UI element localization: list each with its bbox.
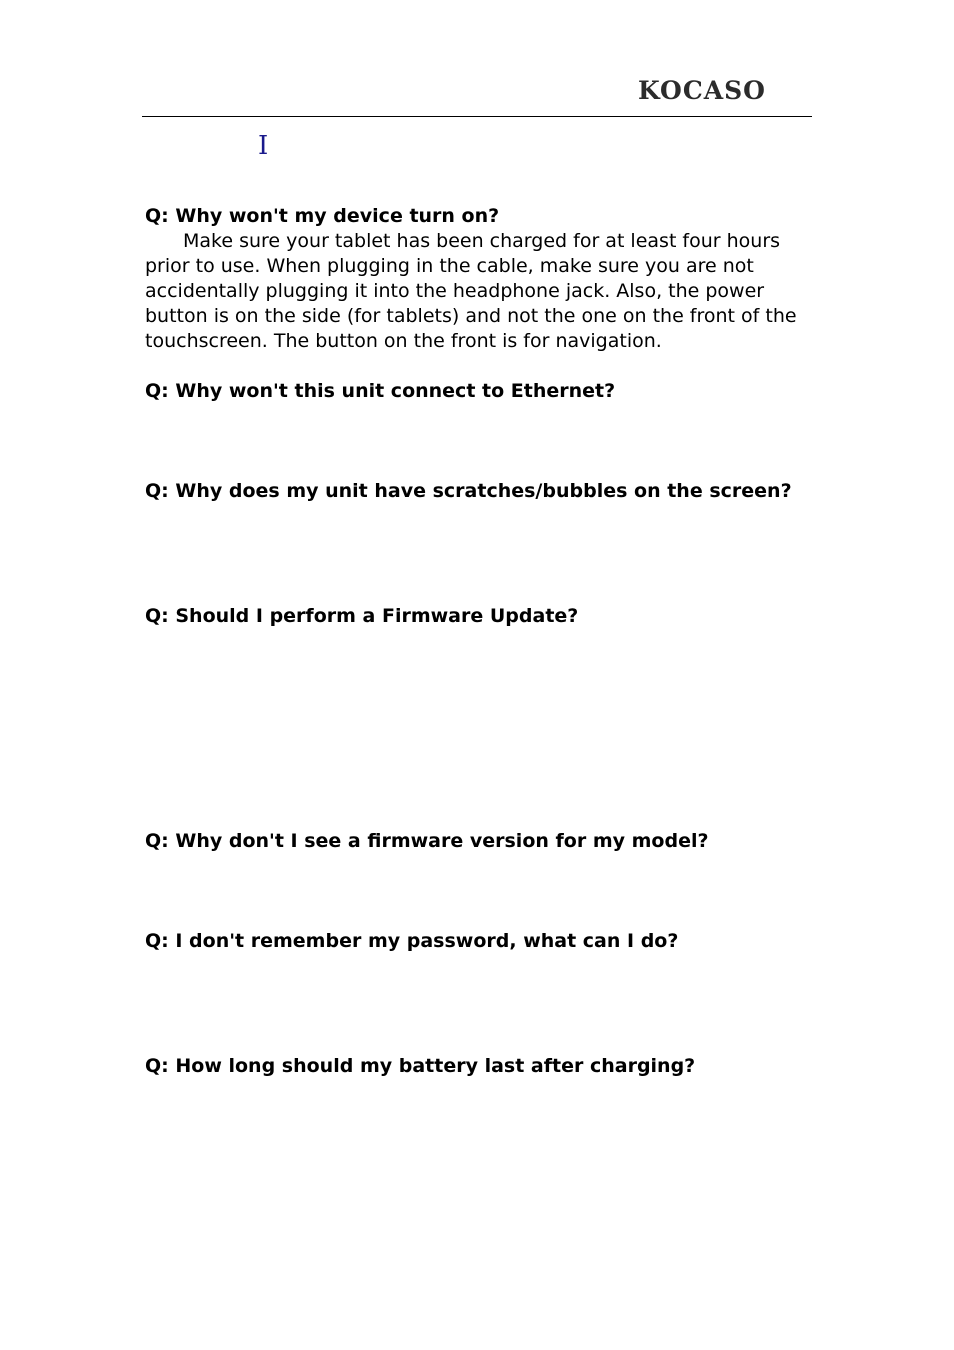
faq-question-power: Q: Why won't my device turn on? (145, 205, 500, 227)
faq-question-ethernet: Q: Why won't this unit connect to Ethernet? (145, 380, 616, 402)
faq-question-firmware-update: Q: Should I perform a Firmware Update? (145, 605, 579, 627)
faq-question-password: Q: I don't remember my password, what can I do? (145, 930, 679, 952)
header-divider (142, 116, 812, 117)
faq-question-battery: Q: How long should my battery last after charging? (145, 1055, 696, 1077)
faq-question-firmware-version: Q: Why don't I see a firmware version for my model? (145, 830, 709, 852)
section-marker: I (258, 131, 269, 161)
brand-logo: KOCASO (638, 76, 766, 105)
faq-question-scratches: Q: Why does my unit have scratches/bubbles on the screen? (145, 480, 792, 502)
faq-answer-power: Make sure your tablet has been charged for at least four hours prior to use. When plugging in the cable, make sure you are not accidentally plugging it into the headphone jack. Also, the power button is on the side (for tablets) and not the one on the front of the touchscreen. The button on the front is for navigation. (145, 230, 797, 352)
